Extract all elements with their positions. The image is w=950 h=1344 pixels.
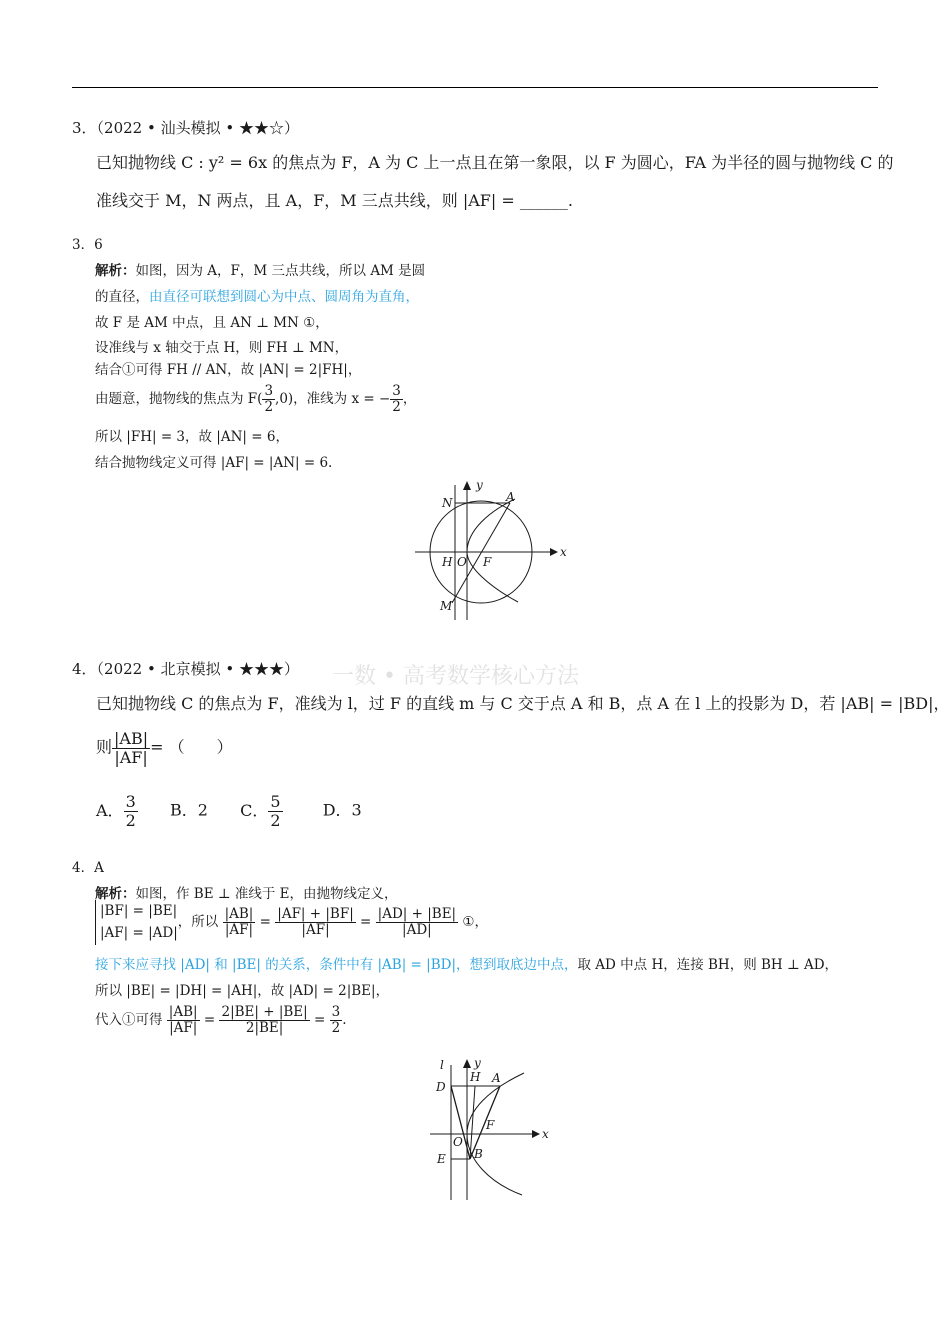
q4-gfrac3-num: 3 (331, 1004, 341, 1020)
q4-answer: 4．A (72, 860, 104, 876)
q4-option-c (240, 792, 282, 830)
q4-label-o: O (453, 1135, 463, 1149)
q4-x-arrow (532, 1130, 540, 1138)
q3-solution-line5: 结合①可得 FH // AN，故 |AN| = 2|FH|， (95, 362, 362, 378)
q4-label-a: A (492, 1071, 501, 1085)
q4-solution-line1 (95, 882, 398, 902)
q3-solution-line6 (95, 384, 416, 415)
q3-solution-line3: 故 F 是 AM 中点，且 AN ⊥ MN ①， (95, 315, 329, 331)
q4-label-e: E (437, 1152, 446, 1166)
watermark: 一数 • 高考数学核心方法 (332, 664, 579, 689)
q4-frac2 (275, 907, 356, 938)
q3-y-arrow (463, 481, 471, 490)
q3-stem-line1: 已知抛物线 C : y² = 6x 的焦点为 F，A 为 C 上一点且在第一象限，以 F 为圆心，FA 为半径的圆与抛物线 C 的 (96, 153, 894, 172)
top-rule (72, 87, 878, 88)
q4-gfrac3 (330, 1005, 343, 1036)
q4-solution-hint: 接下来应寻找 |AD| 和 |BE| 的关系，条件中有 |AB| = |BD|，想到取底边中点， (95, 957, 578, 973)
q4-frac3-num: |AD| + |BE| (377, 905, 457, 922)
q3-sol6-a: 由题意，抛物线的焦点为 F( (95, 390, 263, 407)
q3-figure (410, 475, 570, 625)
q3-solution-line1 (95, 259, 425, 279)
q4-label-h: H (470, 1070, 481, 1084)
q3-directrix-den: 2 (392, 398, 401, 415)
q4-y-arrow (463, 1059, 471, 1068)
q3-x-arrow (550, 548, 558, 556)
q4-label-d: D (436, 1080, 446, 1094)
q4-label-b: B (474, 1147, 483, 1161)
q4-system-eq2: |AF| = |AD| (100, 925, 178, 942)
q4-stem-tail: = （ ） (150, 737, 233, 757)
q4-label-x: x (542, 1127, 549, 1141)
q4-frac3 (376, 907, 458, 938)
q4-stem-num: |AB| (114, 729, 149, 748)
q4-solution-line2: |BF| = |BE| |AF| = |AD| ，所以 $\frac{|AB|}{|AF|}$ = $\frac{|AF| + |BF|}{|AF|}$ = $\frac{|AD| + |BE|}{|AD|}$ ①， (95, 900, 488, 945)
q4-frac2-den: |AF| (301, 921, 330, 938)
q4-label-l: l (440, 1058, 444, 1072)
q4-solution-line5: 代入①可得 $\frac{|AB|}{|AF|}$ = $\frac{2|BE| + |BE|}{2|BE|}$ = $\frac{3}{2}$ . (95, 1004, 347, 1036)
q4-stem-line2 (96, 730, 233, 766)
q3-label-n: N (442, 496, 453, 510)
q3-solution-line7: 所以 |FH| = 3，故 |AN| = 6， (95, 429, 289, 445)
q3-solution-line2 (95, 285, 419, 305)
q4-option-d: D．3 (322, 800, 362, 820)
q4-solution-line3 (95, 953, 838, 973)
q3-solution-line4: 设准线与 x 轴交于点 H，则 FH ⊥ MN， (95, 340, 349, 356)
q3-parabola (467, 499, 518, 602)
q3-solution-text2a: 的直径， (95, 289, 149, 305)
q4-option-a-fraction (124, 793, 138, 829)
q4-option-a (96, 792, 138, 830)
q4-sol5-a: 代入①可得 (95, 1011, 163, 1028)
q3-line-am (452, 503, 510, 603)
q4-frac3-den: |AD| (402, 921, 432, 938)
q4-label-f: F (486, 1118, 495, 1132)
q4-stem-fraction (112, 730, 150, 766)
q4-gfrac2-num: 2|BE| + |BE| (221, 1004, 308, 1020)
q4-equation-system (95, 900, 178, 945)
q4-gfrac2-den: 2|BE| (245, 1019, 284, 1036)
q3-sol6-b: ,0)，准线为 x = − (275, 390, 391, 407)
q4-gfrac1 (167, 1005, 200, 1036)
q3-label-x: x (560, 545, 567, 559)
q4-label-y: y (474, 1056, 481, 1070)
q4-gfrac1-den: |AF| (169, 1019, 198, 1036)
q4-frac2-num: |AF| + |BF| (277, 905, 354, 922)
q3-label-o: O (457, 555, 467, 569)
q4-gfrac1-num: |AB| (168, 1004, 198, 1020)
q3-focus-fraction (262, 384, 275, 415)
q3-focus-num: 3 (264, 383, 274, 399)
q4-frac1-num: |AB| (224, 905, 254, 922)
q4-option-b: B．2 (169, 800, 208, 820)
q3-answer: 3．6 (72, 237, 103, 253)
q4-gfrac3-den: 2 (331, 1019, 341, 1036)
q4-frac1-den: |AF| (224, 921, 254, 938)
q4-stem-ze: 则 (96, 737, 113, 757)
q4-header: 4．（2022 • 北京模拟 • ★★★） (72, 660, 299, 678)
q3-directrix-num: 3 (392, 383, 401, 399)
q4-sol2-b: ①， (462, 913, 489, 930)
q3-solution-text1: 如图，因为 A，F，M 三点共线，所以 AM 是圆 (135, 263, 426, 279)
q4-stem-den: |AF| (114, 747, 148, 767)
q4-system-eq1: |BF| = |BE| (100, 903, 178, 919)
q4-stem-line1: 已知抛物线 C 的焦点为 F，准线为 l，过 F 的直线 m 与 C 交于点 A 和 B，点 A 在 l 上的投影为 D，若 |AB| = |BD|， (96, 694, 950, 713)
q4-opt-a-num: 3 (125, 792, 136, 811)
q3-label-f: F (483, 555, 492, 569)
q4-solution-label: 解析： (95, 886, 136, 902)
q4-sol2-a: ，所以 (177, 913, 219, 930)
q4-opt-c-den: 2 (270, 810, 281, 830)
q3-sol6-c: ， (402, 390, 417, 407)
q3-solution-hint: 由直径可联想到圆心为中点、圆周角为直角， (149, 289, 419, 305)
q4-opt-c-num: 5 (270, 792, 281, 811)
q4-solution-text1: 如图，作 BE ⊥ 准线于 E，由抛物线定义， (135, 886, 398, 902)
q3-stem-line2: 准线交于 M，N 两点，且 A，F，M 三点共线，则 |AF| = ______. (96, 191, 573, 210)
q3-label-m: M (440, 599, 453, 613)
q4-option-c-label: C． (240, 800, 269, 820)
q3-label-y: y (476, 478, 483, 492)
q3-solution-line8: 结合抛物线定义可得 |AF| = |AN| = 6. (95, 455, 333, 471)
q4-frac1 (223, 907, 256, 938)
q4-options (96, 793, 362, 829)
q3-label-h: H (442, 555, 453, 569)
q4-opt-a-den: 2 (125, 810, 136, 830)
q3-focus-den: 2 (264, 398, 274, 415)
q4-figure (420, 1055, 560, 1205)
q4-solution-text3b: 取 AD 中点 H，连接 BH，则 BH ⊥ AD， (577, 957, 839, 973)
q4-gfrac2 (219, 1005, 309, 1036)
q3-header: 3．（2022 • 汕头模拟 • ★★☆） (72, 119, 299, 137)
q4-solution-line4: 所以 |BE| = |DH| = |AH|，故 |AD| = 2|BE|， (95, 983, 390, 999)
q4-option-c-fraction (268, 793, 282, 829)
q3-solution-label: 解析： (95, 263, 136, 279)
q3-directrix-fraction (390, 384, 403, 415)
q3-label-a: A (506, 490, 515, 504)
q4-option-a-label: A． (96, 800, 124, 820)
